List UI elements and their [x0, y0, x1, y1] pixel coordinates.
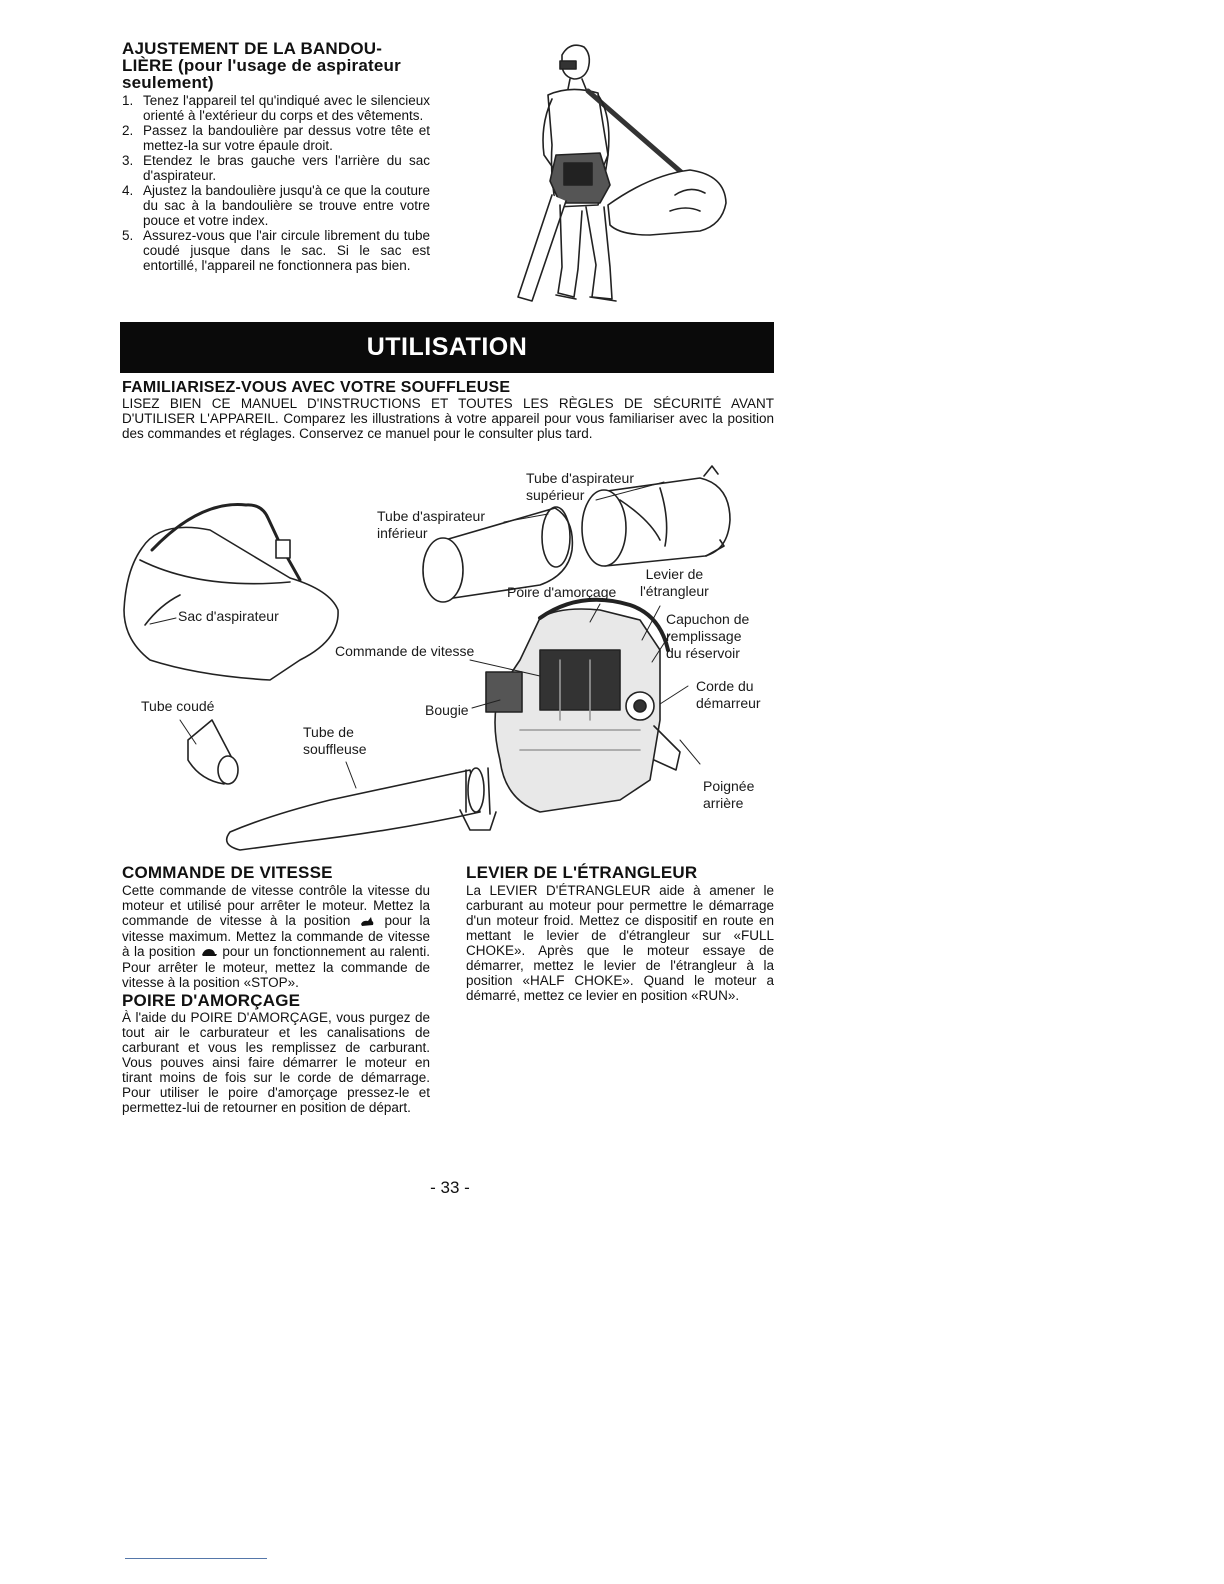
- blower-body-drawing: [460, 600, 680, 830]
- rabbit-icon: [358, 914, 376, 929]
- strap-step: 1. Tenez l'appareil tel qu'indiqué avec le silencieux orienté à l'extérieur du corps et des vêtements.: [122, 93, 430, 123]
- section-banner: UTILISATION: [120, 322, 774, 373]
- label-blower-tube: Tube de souffleuse: [303, 724, 367, 757]
- blower-tube-drawing: [227, 768, 490, 850]
- label-starter-rope: Corde du démarreur: [696, 678, 761, 711]
- strap-title-line-3: seulement): [122, 73, 214, 92]
- familiarize-caps-text: LISEZ BIEN CE MANUEL D'INSTRUCTIONS ET TOUTES LES RÈGLES DE SÉCURITÉ AVANT D'UTILISER L'APPAREIL.: [122, 396, 774, 426]
- strap-title-line-1: AJUSTEMENT DE LA BANDOU-: [122, 39, 383, 58]
- label-fuel-cap: Capuchon de remplissage du réservoir: [666, 611, 750, 661]
- strap-step: 5. Assurez-vous que l'air circule librement du tube coudé jusque dans le sac. Si le sac est entortillé, l'appareil ne fonctionnera pas bien.: [122, 228, 430, 273]
- elbow-tube-drawing: [188, 720, 238, 784]
- strap-step: 4. Ajustez la bandoulière jusqu'à ce que la couture du sac à la bandoulière se trouve entre votre pouce et votre index.: [122, 183, 430, 228]
- label-choke-lever: Levier de l'étrangleur: [640, 566, 709, 599]
- primer-heading: POIRE D'AMORÇAGE: [122, 991, 301, 1010]
- turtle-icon: [200, 945, 218, 960]
- strap-step: 2. Passez la bandoulière par dessus votre tête et mettez-la sur votre épaule droit.: [122, 123, 430, 153]
- choke-heading: LEVIER DE L'ÉTRANGLEUR: [466, 863, 698, 882]
- strap-step: 3. Etendez le bras gauche vers l'arrière du sac d'aspirateur.: [122, 153, 430, 183]
- familiarize-text: Comparez les illustrations à votre appareil pour vous familiariser avec la position des commandes et réglages. Conservez ce manuel pour le consulter plus tard.: [122, 411, 774, 441]
- label-lower-tube: Tube d'aspirateur inférieur: [377, 508, 485, 541]
- footer-rule: [125, 1558, 267, 1559]
- label-upper-tube: Tube d'aspirateur supérieur: [526, 470, 634, 503]
- label-elbow-tube: Tube coudé: [141, 698, 215, 714]
- label-speed-control: Commande de vitesse: [335, 643, 475, 659]
- choke-text: La LEVIER D'ÉTRANGLEUR aide à amener le carburant au moteur pour permettre le démarrage d'un moteur froid. Mettez ce dispositif en route en mettant le levier de d'étrangleur sur «FULL CHOKE». Après que le moteur essaye de démarrer, mettez le levier de l'étrangleur à la position «HALF CHOKE». Quand le moteur a démarré, mettez ce levier en position «RUN».: [466, 883, 774, 1003]
- choke-section: [466, 864, 774, 1003]
- familiarize-heading: FAMILIARISEZ-VOUS AVEC VOTRE SOUFFLEUSE: [122, 379, 511, 396]
- page-number: - 33 -: [430, 1178, 470, 1197]
- speed-control-section: [122, 864, 430, 1115]
- strap-title-line-2: LIÈRE (pour l'usage de aspirateur: [122, 56, 401, 75]
- vacuum-bag-drawing: [124, 505, 338, 680]
- speed-control-text: Cette commande de vitesse contrôle la vitesse du moteur et utilisé pour arrêter le moteur. Mettez la commande de vitesse à la position pour la vitesse maximum. Mettez la commande de vitesse à la position pour un fonctionnement au ralenti. Pour arrêter le moteur, mettez la commande de vitesse à la position «STOP».: [122, 883, 430, 990]
- primer-text: À l'aide du POIRE D'AMORÇAGE, vous purgez de tout air le carburateur et les canalisations de carburant et vous les remplissez de carburant. Vous pouves ainsi faire démarrer le moteur en tirant moins de fois sur le corde de démarrage. Pour utiliser le poire d'amorçage pressez-le et permettez-lui de retourner en position de départ.: [122, 1010, 430, 1115]
- label-vacuum-bag: Sac d'aspirateur: [178, 608, 279, 624]
- label-spark-plug: Bougie: [425, 702, 469, 718]
- label-primer-bulb: Poire d'amorçage: [507, 584, 617, 600]
- label-rear-handle: Poignée arrière: [703, 778, 755, 811]
- speed-control-heading: COMMANDE DE VITESSE: [122, 863, 333, 882]
